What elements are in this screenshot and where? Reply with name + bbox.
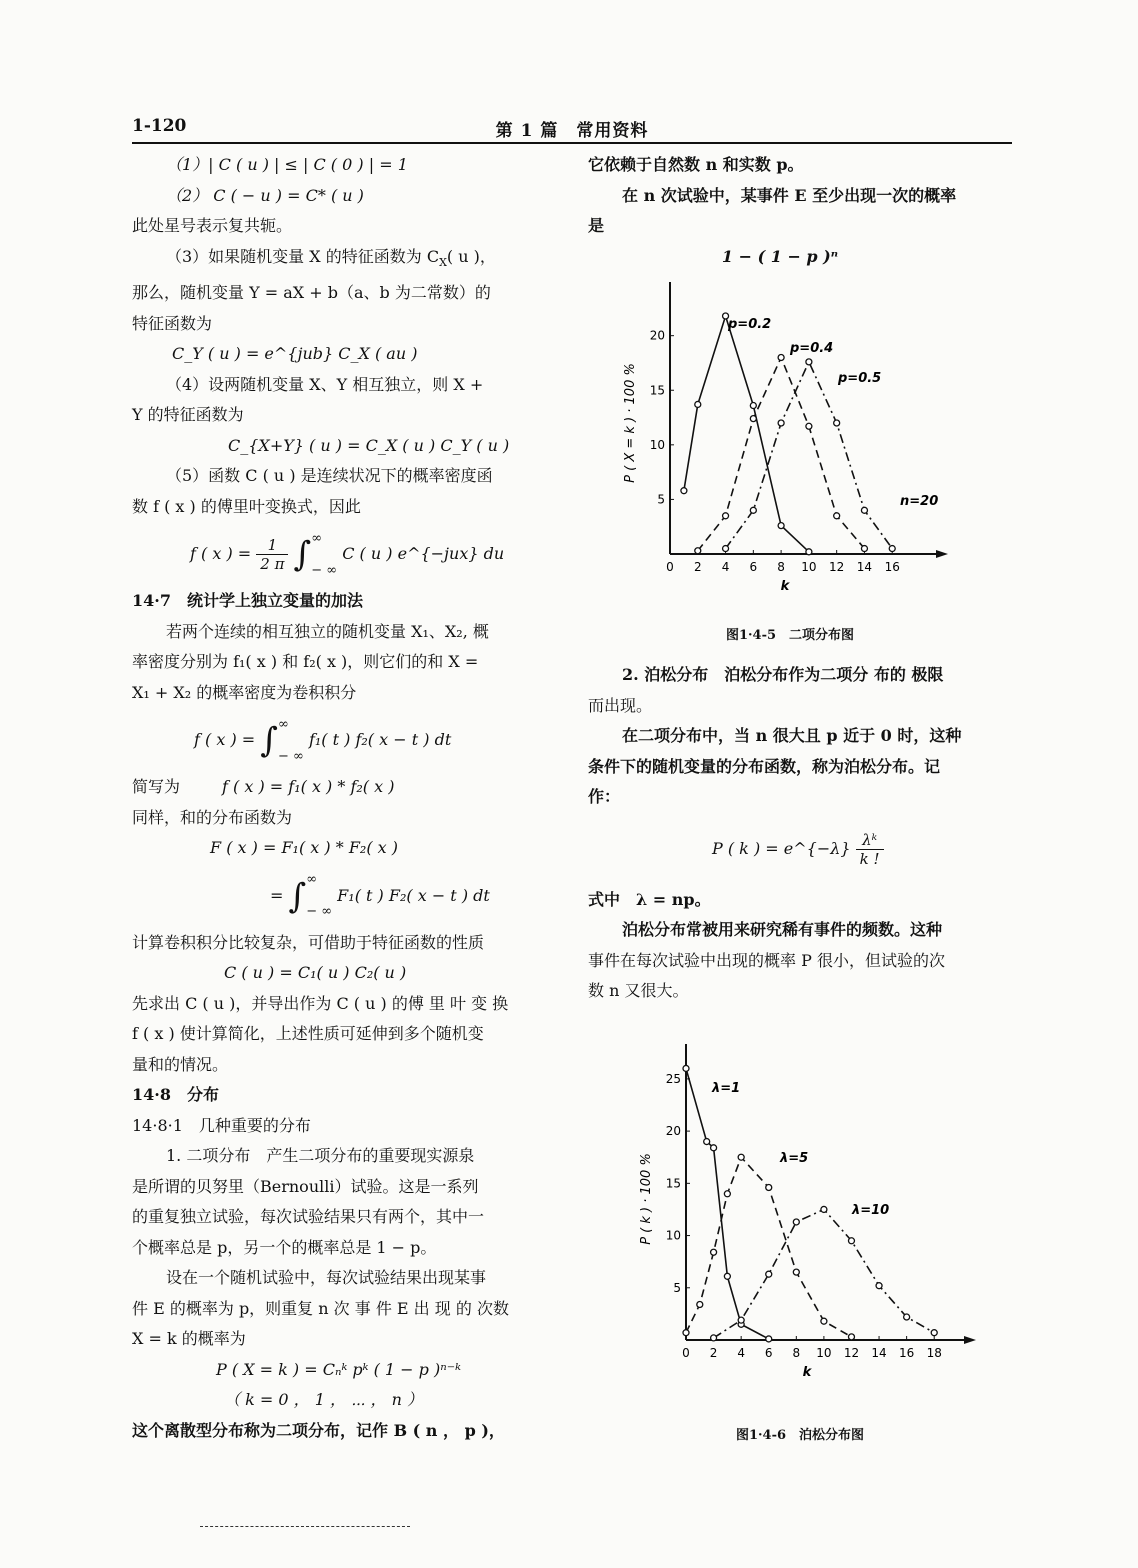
data-point xyxy=(848,1334,854,1340)
calc-equation: C ( u ) = C₁( u ) C₂( u ) xyxy=(224,963,407,983)
x-tick-label: 18 xyxy=(926,1346,942,1360)
series-line xyxy=(698,358,865,551)
distribution-integral: = ∫∞ − ∞ F₁( t ) F₂( x − t ) dt xyxy=(270,872,490,920)
data-point xyxy=(695,548,701,554)
x-axis-label: k xyxy=(780,579,790,594)
poisson-line2: 而出现。 xyxy=(588,695,653,715)
property-4-line2: Y 的特征函数为 xyxy=(132,405,244,425)
property-4-equation: C_{X+Y} ( u ) = C_X ( u ) C_Y ( u ) xyxy=(228,435,510,455)
at-least-once-equation: 1 − ( 1 − p )ⁿ xyxy=(721,246,839,266)
data-point xyxy=(738,1154,744,1160)
chart-annotation: n=20 xyxy=(900,493,939,509)
property-5-line1: （5）函数 C ( u ) 是连续状况下的概率密度函 xyxy=(166,466,493,486)
section-14-7-line1: 若两个连续的相互独立的随机变量 X₁、X₂, 概 xyxy=(166,621,489,641)
right-column-lower xyxy=(588,660,1012,1007)
data-point xyxy=(834,420,840,426)
property-5-line2: 数 f ( x ) 的傅里叶变换式，因此 xyxy=(132,496,361,516)
data-point xyxy=(683,1065,689,1071)
binomial-line7: X = k 的概率为 xyxy=(132,1329,246,1349)
data-point xyxy=(766,1336,772,1342)
short-form-line: 简写为 f ( x ) = f₁( x ) * f₂( x ) xyxy=(132,777,395,797)
poisson-line8: 数 n 又很大。 xyxy=(588,981,689,1000)
right-line3: 是 xyxy=(588,216,605,235)
data-point xyxy=(738,1317,744,1323)
section-14-7-heading: 14·7 统计学上独立变量的加法 xyxy=(132,591,363,611)
series-line xyxy=(686,1068,769,1339)
data-point xyxy=(723,546,729,552)
x-tick-label: 12 xyxy=(829,560,845,574)
fourier-equation: f ( x ) = $\frac{1}{2 \pi}$ ∫∞ − ∞ C ( u ) e^{−jux} du xyxy=(190,530,505,578)
x-tick-label: 8 xyxy=(777,560,785,574)
series-label: λ=10 xyxy=(852,1203,890,1218)
data-point xyxy=(750,507,756,513)
x-tick-label: 4 xyxy=(721,560,730,574)
y-tick-label: 20 xyxy=(665,1124,681,1139)
property-4-line1: （4）设两随机变量 X、Y 相互独立，则 X + xyxy=(166,374,484,394)
binomial-line3: 的重复独立试验，每次试验结果只有两个，其中一 xyxy=(132,1207,485,1227)
data-point xyxy=(683,1330,689,1336)
data-point xyxy=(695,401,701,407)
right-column xyxy=(588,150,1012,272)
data-point xyxy=(697,1301,703,1307)
series-label: p=0.2 xyxy=(728,317,772,332)
distribution-intro: 同样，和的分布函数为 xyxy=(132,807,293,827)
binomial-line2: 是所谓的贝努里（Bernoulli）试验。这是一系列 xyxy=(132,1176,479,1196)
poisson-line7: 事件在每次试验中出现的概率 P 很小，但试验的次 xyxy=(588,950,945,970)
calc-line4: 量和的情况。 xyxy=(132,1054,229,1074)
x-tick-label: 8 xyxy=(792,1346,801,1360)
series-label: p=0.4 xyxy=(790,341,834,356)
data-point xyxy=(806,359,812,365)
y-tick-label: 25 xyxy=(665,1071,681,1086)
data-point xyxy=(766,1185,772,1191)
data-point xyxy=(778,420,784,426)
x-axis-arrow xyxy=(964,1336,976,1344)
x-tick-label: 0 xyxy=(682,1346,690,1360)
data-point xyxy=(793,1269,799,1275)
x-tick-label: 2 xyxy=(693,560,702,574)
right-line1: 它依赖于自然数 n 和实数 p。 xyxy=(588,155,804,174)
x-tick-label: 4 xyxy=(737,1346,745,1360)
y-axis-label: P ( k ) · 100 % xyxy=(639,1153,654,1245)
footer-rule xyxy=(200,1526,410,1527)
binomial-line5: 设在一个随机试验中，每次试验结果出现某事 xyxy=(166,1268,487,1288)
y-tick-label: 15 xyxy=(649,383,665,398)
section-14-7-line3: X₁ + X₂ 的概率密度为卷积积分 xyxy=(132,682,357,702)
data-point xyxy=(889,546,895,552)
x-tick-label: 6 xyxy=(749,560,758,574)
property-3-line1: （3）如果随机变量 X 的特征函数为 $C_X$( u )， xyxy=(166,246,496,269)
data-point xyxy=(704,1139,710,1145)
data-point xyxy=(821,1206,827,1212)
data-point xyxy=(711,1249,717,1255)
series-label: p=0.5 xyxy=(838,371,882,386)
data-point xyxy=(793,1219,799,1225)
y-tick-label: 20 xyxy=(649,328,665,343)
property-3-equation: C_Y ( u ) = e^{jub} C_X ( au ) xyxy=(172,344,418,364)
poisson-line5: 作： xyxy=(588,787,621,806)
binomial-range: （ k = 0 ， 1 ， ⋯ ， n ） xyxy=(224,1390,424,1410)
y-tick-label: 5 xyxy=(673,1280,681,1295)
x-tick-label: 16 xyxy=(898,1346,915,1360)
data-point xyxy=(861,507,867,513)
binomial-line4: 个概率总是 p，另一个的概率总是 1 − p。 xyxy=(132,1237,437,1257)
binomial-line6: 件 E 的概率为 p，则重复 n 次 事 件 E 出 现 的 次数 xyxy=(132,1298,509,1318)
data-point xyxy=(711,1145,717,1151)
y-tick-label: 10 xyxy=(665,1228,681,1243)
series-label: λ=5 xyxy=(780,1151,809,1166)
page-number: 1-120 xyxy=(132,116,187,136)
poisson-line1: 2. 泊松分布 泊松分布作为二项分 布的 极限 xyxy=(622,665,944,684)
data-point xyxy=(723,513,729,519)
calc-line3: f ( x ) 使计算简化，上述性质可延伸到多个随机变 xyxy=(132,1024,484,1044)
binomial-equation: P ( X = k ) = Cₙᵏ pᵏ ( 1 − p )ⁿ⁻ᵏ xyxy=(216,1359,461,1379)
poisson-equation: P ( k ) = e^{−λ} $\frac{\text{λᵏ}}{k !}$ xyxy=(588,813,1012,885)
property-3-line2: 那么，随机变量 Y = aX + b（a、b 为二常数）的 xyxy=(132,283,491,303)
x-axis-arrow xyxy=(936,550,948,558)
binomial-line8: 这个离散型分布称为二项分布，记作 B ( n ， p )， xyxy=(132,1420,505,1440)
series-line xyxy=(726,362,893,549)
convolution-equation: f ( x ) = ∫∞ − ∞ f₁( t ) f₂( x − t ) dt xyxy=(194,716,452,764)
binomial-chart xyxy=(600,282,980,602)
data-point xyxy=(750,403,756,409)
poisson-line3: 在二项分布中，当 n 很大且 p 近于 0 时，这种 xyxy=(622,726,962,745)
poisson-line6: 泊松分布常被用来研究稀有事件的频数。这种 xyxy=(622,920,943,939)
page-header xyxy=(132,112,1012,144)
y-tick-label: 5 xyxy=(657,492,665,507)
data-point xyxy=(904,1314,910,1320)
x-tick-label: 10 xyxy=(801,560,817,574)
data-point xyxy=(834,513,840,519)
data-point xyxy=(848,1238,854,1244)
property-2: （2） C ( − u ) = C* ( u ) xyxy=(166,185,364,205)
x-tick-label: 14 xyxy=(871,1346,887,1360)
section-14-8-1-heading: 14·8·1 几种重要的分布 xyxy=(132,1115,311,1135)
data-point xyxy=(931,1330,937,1336)
data-point xyxy=(711,1335,717,1341)
y-tick-label: 10 xyxy=(649,437,665,452)
property-1: （1）| C ( u ) | ≤ | C ( 0 ) | = 1 xyxy=(166,155,408,174)
series-label: λ=1 xyxy=(712,1081,741,1096)
x-tick-label: 12 xyxy=(843,1346,860,1360)
y-tick-label: 15 xyxy=(665,1176,681,1191)
property-3-line3: 特征函数为 xyxy=(132,313,213,333)
left-column xyxy=(132,150,562,1446)
data-point xyxy=(778,523,784,529)
data-point xyxy=(724,1191,730,1197)
section-14-7-line2: 率密度分别为 f₁( x ) 和 f₂( x )，则它们的和 X = xyxy=(132,652,479,672)
data-point xyxy=(821,1318,827,1324)
right-line2: 在 n 次试验中，某事件 E 至少出现一次的概率 xyxy=(622,185,957,205)
data-point xyxy=(806,423,812,429)
x-tick-label: 16 xyxy=(884,560,900,574)
distribution-equation: F ( x ) = F₁( x ) * F₂( x ) xyxy=(210,838,399,858)
binomial-line1: 1. 二项分布 产生二项分布的重要现实源泉 xyxy=(166,1146,475,1166)
x-tick-label: 10 xyxy=(816,1346,832,1360)
poisson-where: 式中 λ = np。 xyxy=(588,889,711,909)
data-point xyxy=(766,1271,772,1277)
x-tick-label: 0 xyxy=(666,560,674,574)
page-title: 第 1 篇 常用资料 xyxy=(495,121,649,141)
star-note: 此处星号表示复共轭。 xyxy=(132,216,293,235)
figure-6-caption: 图1·4-6 泊松分布图 xyxy=(735,1428,865,1443)
poisson-chart xyxy=(620,1040,980,1390)
poisson-line4: 条件下的随机变量的分布函数，称为泊松分布。记 xyxy=(588,756,941,776)
calc-line1: 计算卷积积分比较复杂，可借助于特征函数的性质 xyxy=(132,932,485,952)
fourier-fraction: $\frac{1}{2 \pi}$ xyxy=(256,536,288,573)
figure-5-caption: 图1·4-5 二项分布图 xyxy=(725,628,855,643)
data-point xyxy=(861,546,867,552)
calc-line2: 先求出 C ( u )，并导出作为 C ( u ) 的傅 里 叶 变 换 xyxy=(132,993,509,1013)
x-tick-label: 14 xyxy=(856,560,873,574)
data-point xyxy=(750,416,756,422)
data-point xyxy=(681,488,687,494)
x-tick-label: 6 xyxy=(764,1346,773,1360)
section-14-8-heading: 14·8 分布 xyxy=(132,1085,219,1105)
x-axis-label: k xyxy=(802,1365,812,1380)
data-point xyxy=(778,355,784,361)
data-point xyxy=(806,549,812,555)
data-point xyxy=(876,1283,882,1289)
x-tick-label: 2 xyxy=(709,1346,718,1360)
y-axis-label: P ( X = k ) · 100 % xyxy=(623,363,638,483)
data-point xyxy=(724,1273,730,1279)
